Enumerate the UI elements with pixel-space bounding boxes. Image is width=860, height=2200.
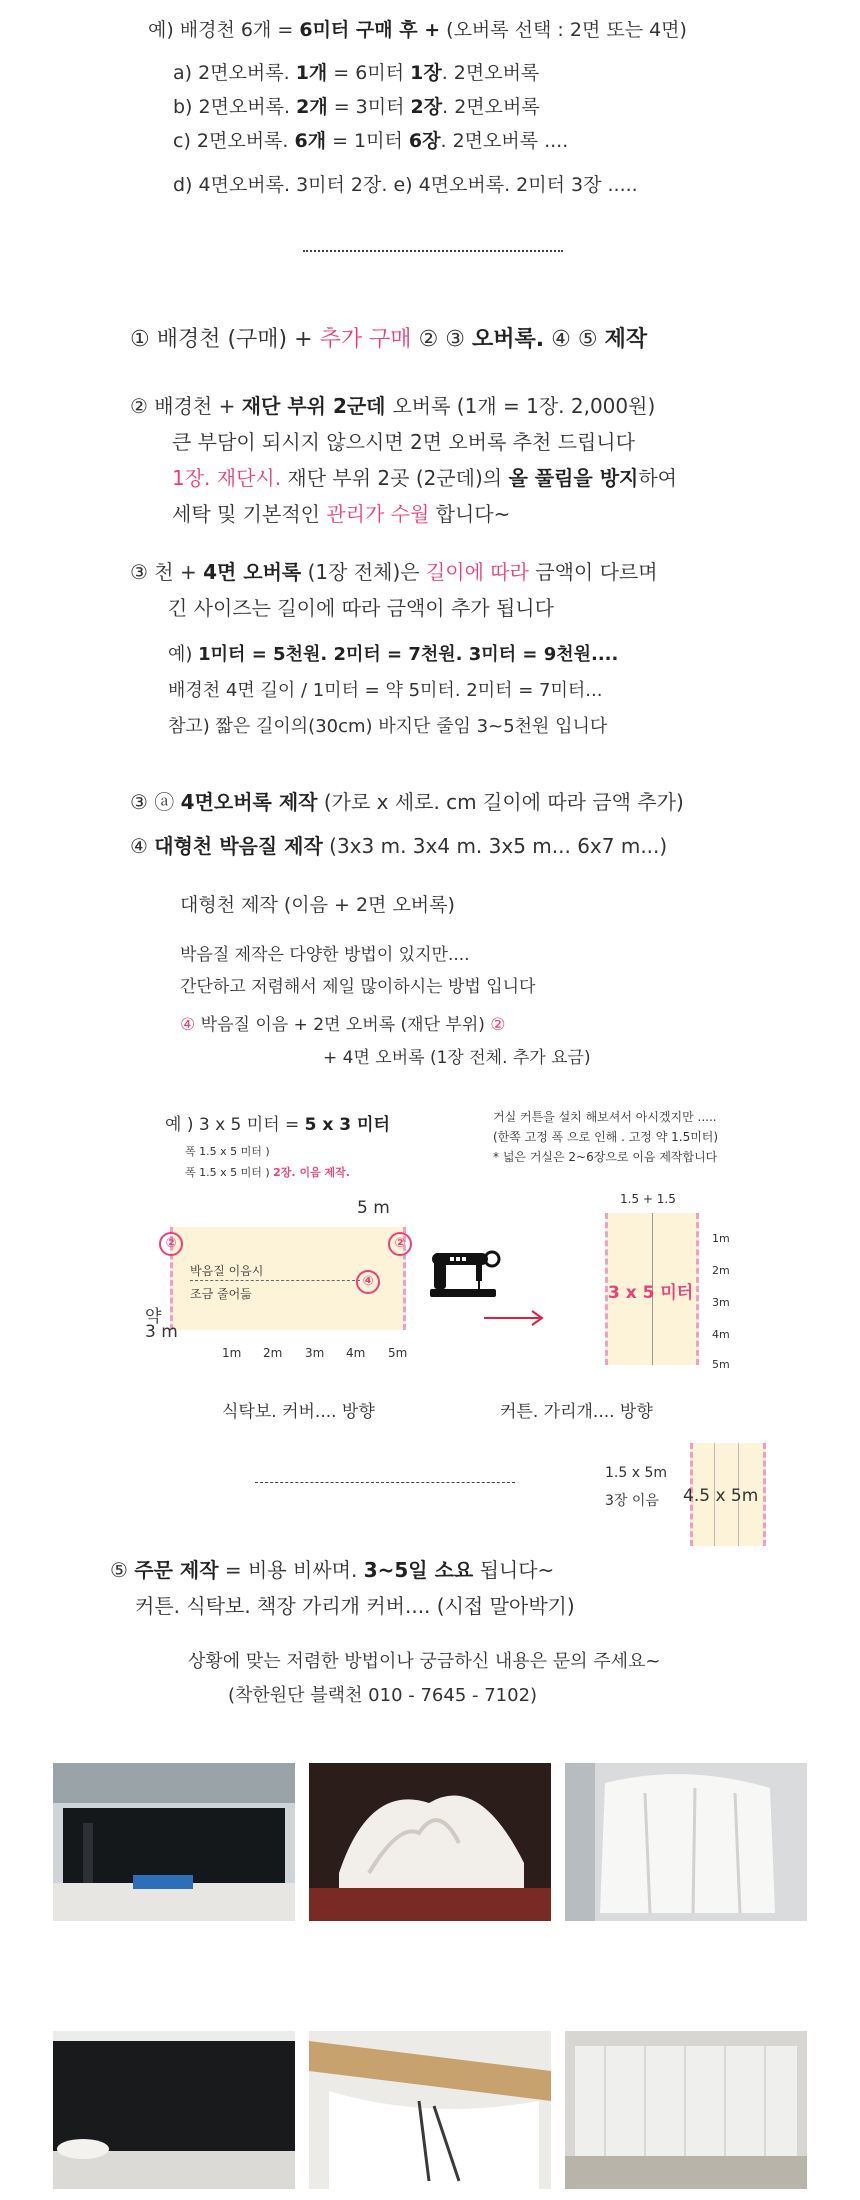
tick-2m: 2m <box>263 1346 283 1360</box>
option-c: c) 2면오버록. 6개 = 1미터 6장. 2면오버록 .... <box>173 130 569 152</box>
three-panel-size: 1.5 x 5m <box>605 1465 667 1481</box>
curtain-tick-5m: 5m <box>712 1358 730 1371</box>
sec2-line2: 큰 부담이 되시지 않으시면 2면 오버록 추천 드립니다 <box>172 430 635 454</box>
three-panel-join: 3장 이음 <box>605 1493 659 1509</box>
curtain-note1: 거실 커튼을 설치 해보셔서 아시겠지만 ..... <box>493 1110 717 1124</box>
custom-order-items: 커튼. 식탁보. 책장 가리개 커버.... (시접 말아박기) <box>135 1594 575 1618</box>
seam-marker-left: ② <box>159 1232 183 1256</box>
seam-dotted-line <box>190 1280 360 1281</box>
sec2-line3: 1장. 재단시. 재단 부위 2곳 (2군데)의 올 풀림을 방지하여 <box>172 466 677 490</box>
sec4-line2: ④ 대형천 박음질 제작 (3x3 m. 3x4 m. 3x5 m... 6x7 m...) <box>130 834 668 858</box>
sec3-line1: ③ 천 + 4면 오버록 (1장 전체)은 길이에 따라 금액이 다르며 <box>130 560 658 584</box>
height-3m-label: 3 m <box>145 1322 178 1342</box>
diagram-example: 예 ) 3 x 5 미터 = 5 x 3 미터 <box>165 1115 390 1135</box>
white-drape-stage-photo <box>309 1763 551 1921</box>
length-example: 배경천 4면 길이 / 1미터 = 약 5미터. 2미터 = 7미터... <box>168 680 603 701</box>
curtain-note2: (한쪽 고정 폭 으로 인해 . 고정 약 1.5미터) <box>493 1130 719 1144</box>
stitch-marker: ④ <box>356 1270 380 1294</box>
option-a: a) 2면오버록. 1개 = 6미터 1장. 2면오버록 <box>173 62 540 84</box>
black-curtain-mall-photo <box>53 1763 295 1921</box>
custom-order-line: ⑤ 주문 제작 = 비용 비싸며. 3~5일 소요 됩니다~ <box>110 1558 555 1582</box>
seam-marker-right: ② <box>388 1232 412 1256</box>
tick-1m: 1m <box>222 1346 242 1360</box>
tick-4m: 4m <box>346 1346 366 1360</box>
panel-width-label: 1.5 + 1.5 <box>620 1192 676 1206</box>
seam-note1: 박음질 이음시 <box>190 1264 264 1278</box>
sec2-line1: ② 배경천 + 재단 부위 2군데 오버록 (1개 = 1장. 2,000원) <box>130 394 656 418</box>
sec4-line1: ③ ⓐ 4면오버록 제작 (가로 x 세로. cm 길이에 따라 금액 추가) <box>130 790 684 814</box>
white-curtain-wall-photo <box>565 2031 807 2189</box>
contact-phone: (착한원단 블랙천 010 - 7645 - 7102) <box>228 1685 538 1706</box>
sewing-para1: 박음질 제작은 다양한 방법이 있지만.... <box>180 945 470 965</box>
large-fabric-subtitle: 대형천 제작 (이음 + 2면 오버록) <box>180 894 455 916</box>
curtain-tick-2m: 2m <box>712 1264 730 1277</box>
divider-2 <box>255 1482 515 1483</box>
three-panel-total: 4.5 x 5m <box>683 1486 759 1506</box>
about-label: 약 <box>145 1307 162 1327</box>
curtain-direction-caption: 커튼. 가리개.... 방향 <box>500 1402 653 1422</box>
tick-3m: 3m <box>305 1346 325 1360</box>
arrow-right-icon <box>484 1310 546 1326</box>
tick-5m: 5m <box>388 1346 408 1360</box>
width-note2: 폭 1.5 x 5 미터 ) 2장. 이음 제작. <box>185 1166 350 1179</box>
sec2-line4: 세탁 및 기본적인 관리가 수월 합니다~ <box>172 502 511 526</box>
tablecloth-direction-caption: 식탁보. 커버.... 방향 <box>222 1402 375 1422</box>
sewing-para3: ④ 박음질 이음 + 2면 오버록 (재단 부위) ② <box>180 1015 506 1035</box>
curtain-tick-1m: 1m <box>712 1232 730 1245</box>
main-heading: ① 배경천 (구매) + 추가 구매 ② ③ 오버록. ④ ⑤ 제작 <box>130 327 648 352</box>
width-note1: 폭 1.5 x 5 미터 ) <box>185 1145 270 1158</box>
seam-note2: 조금 줄어듦 <box>190 1287 252 1301</box>
sewing-para2: 간단하고 저렴해서 제일 많이하시는 방법 입니다 <box>180 977 536 997</box>
note-hem: 참고) 짧은 길이의(30cm) 바지단 줄임 3~5천원 입니다 <box>168 716 608 737</box>
option-b: b) 2면오버록. 2개 = 3미터 2장. 2면오버록 <box>173 96 540 118</box>
curtain-note3: * 넓은 거실은 2~6장으로 이음 제작합니다 <box>493 1150 718 1164</box>
curtain-size-label: 3 x 5 미터 <box>608 1283 694 1303</box>
sewing-machine-icon <box>428 1245 502 1303</box>
divider <box>303 250 563 252</box>
sec3-line2: 긴 사이즈는 길이에 따라 금액이 추가 됩니다 <box>168 596 554 620</box>
curtain-tick-4m: 4m <box>712 1328 730 1341</box>
price-example: 예) 1미터 = 5천원. 2미터 = 7천원. 3미터 = 9천원.... <box>168 644 619 665</box>
option-de: d) 4면오버록. 3미터 2장. e) 4면오버록. 2미터 3장 ..... <box>173 174 638 196</box>
white-drape-cover-photo <box>565 1763 807 1921</box>
black-curtain-room-photo <box>53 2031 295 2189</box>
width-5m-label: 5 m <box>357 1198 390 1218</box>
intro-line: 예) 배경천 6개 = 6미터 구매 후 + (오버록 선택 : 2면 또는 4면) <box>148 19 687 41</box>
white-drape-ceiling-photo <box>309 2031 551 2189</box>
sewing-para4: + 4면 오버록 (1장 전체. 추가 요금) <box>323 1048 591 1068</box>
curtain-tick-3m: 3m <box>712 1296 730 1309</box>
contact-intro: 상황에 맞는 저렴한 방법이나 궁금하신 내용은 문의 주세요~ <box>188 1651 661 1672</box>
